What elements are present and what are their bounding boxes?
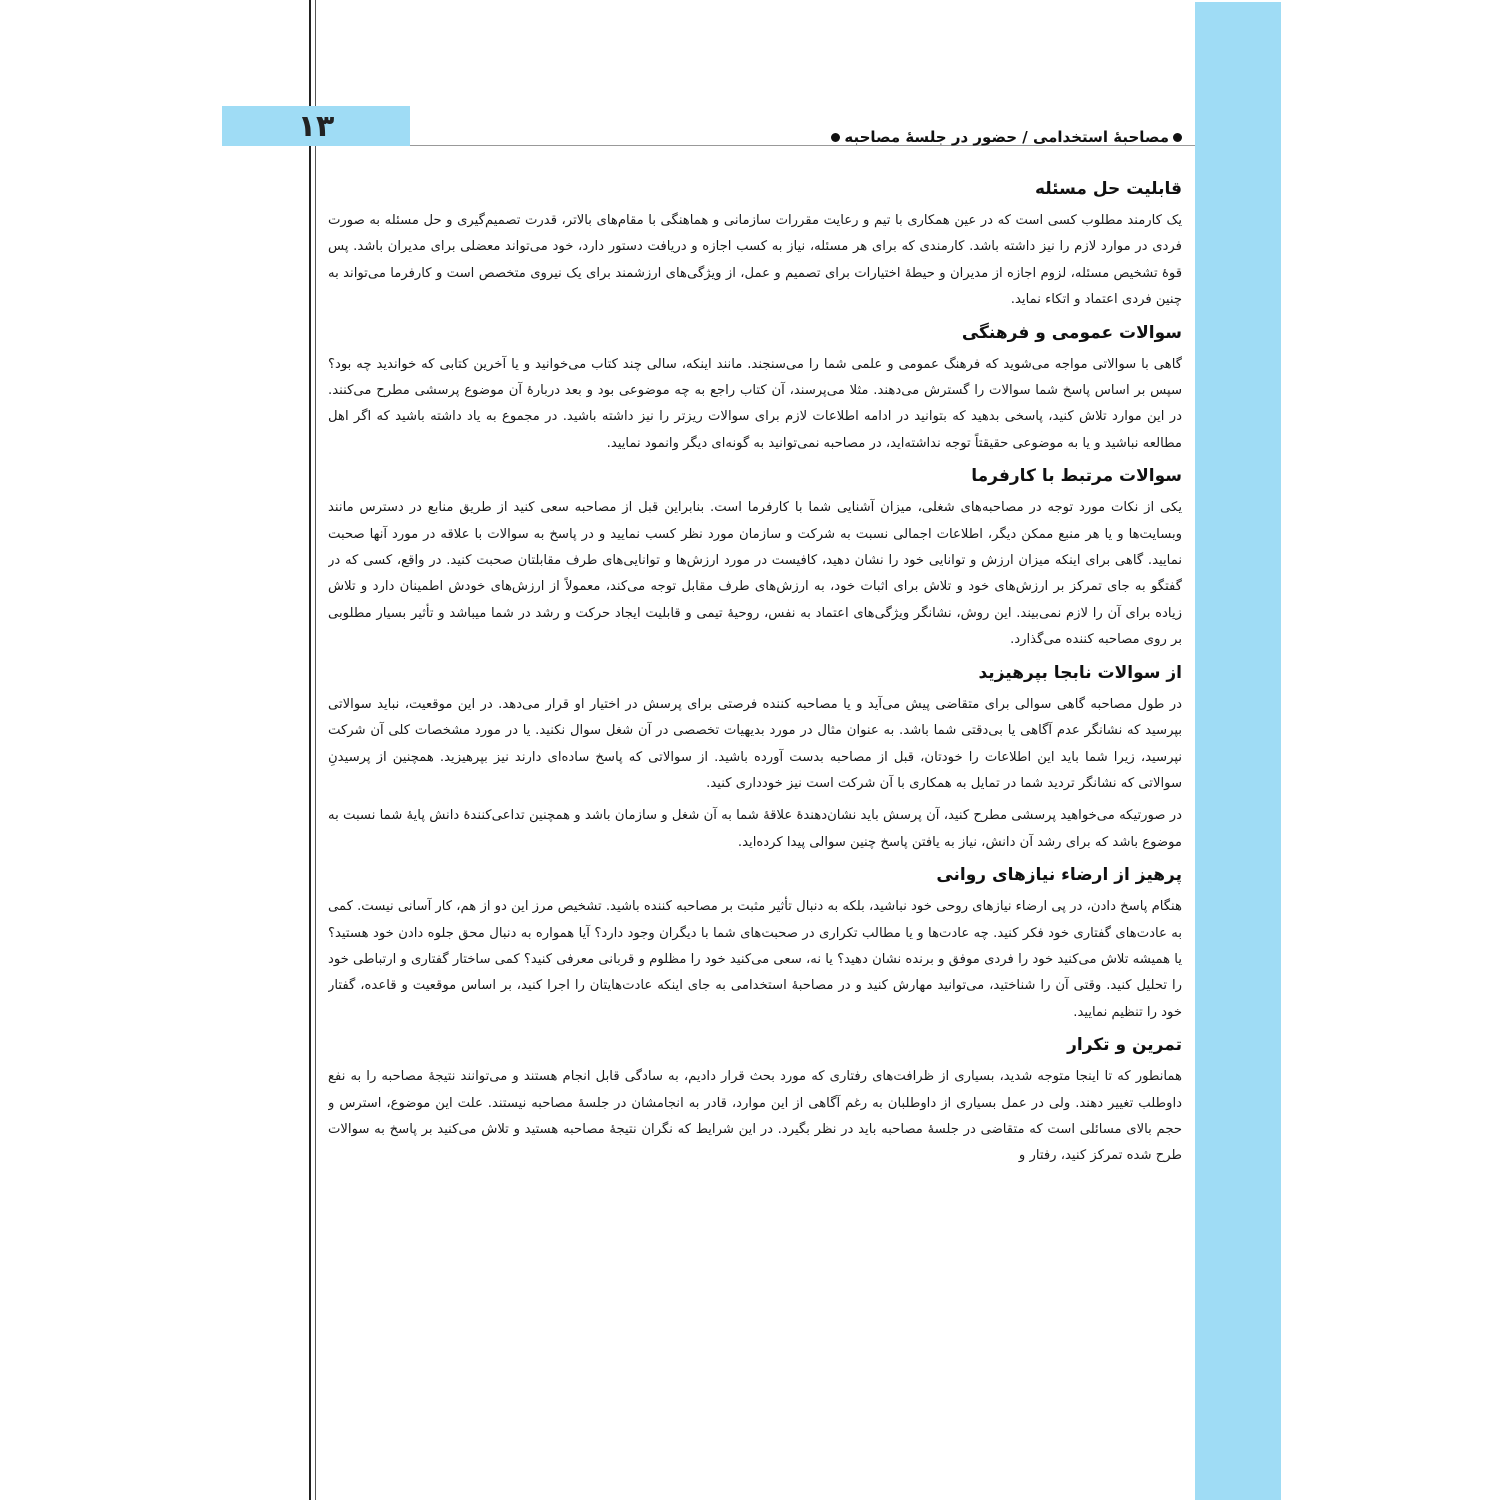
page-body <box>328 170 1182 1490</box>
paragraph: هنگام پاسخ دادن، در پی ارضاء نیازهای روحی خود نباشید، بلکه به دنبال تأثیر مثبت بر مصاحبه کننده باشید. تشخیص مرز این دو از هم، کار آسانی نیست. کمی به عادت‌های گفتاری خود فکر کنید. چه عادت‌ها و یا مطالب تکراری در صحبت‌های شما با دیگران وجود دارد؟ آیا همواره به دنبال محق جلوه دادن خود هستید؟ یا همیشه تلاش می‌کنید خود را فردی موفق و برنده نشان دهید؟ یا نه، سعی می‌کنید خود را مظلوم و قربانی معرفی کنید؟ کمی ساختار گفتاری و ارتباطی خود را تحلیل کنید. وقتی آن را شناختید، می‌توانید مهارش کنید و در مصاحبهٔ استخدامی به جای اینکه عادت‌هایتان را اجرا کنید، بر اساس موقعیت و قاعده، گفتار خود را تنظیم نمایید. <box>328 899 1182 1020</box>
section-title: از سوالات نابجا بپرهیزید <box>978 662 1182 683</box>
section-psychological-needs <box>328 862 1182 1026</box>
paragraph: یکی از نکات مورد توجه در مصاحبه‌های شغلی، میزان آشنایی شما با کارفرما است. بنابراین قبل از مصاحبه سعی کنید از طریق منابع در دسترس مانند وبسایت‌ها و یا هر منبع ممکن دیگر، اطلاعات اجمالی نسبت به شرکت و سازمان مورد نظر کسب نمایید و در پاسخ به سوالات با علاقه در مورد آنها صحبت نمایید. گاهی برای اینکه میزان ارزش و توانایی خود را نشان دهید، کافیست در مورد ارزش‌ها و توانایی‌های طرف مقابلتان صحبت کنید. در واقع، کسی که در گفتگو به جای تمرکز بر ارزش‌های خود و تلاش برای اثبات خود، به ارزش‌های طرف مقابل توجه می‌کند، معمولاً از ارزش‌های خودش اطمینان دارد و تلاش زیاده برای آن را لازم نمی‌بیند. این روش، نشانگر ویژگی‌های اعتماد به نفس، روحیهٔ تیمی و قابلیت ایجاد حرکت و رشد در شما میباشد و تأثیر بسیار مطلوبی بر روی مصاحبه کننده می‌گذارد. <box>328 500 1182 648</box>
bullet-dot-icon <box>831 133 840 142</box>
binding-line-thin <box>315 0 316 1500</box>
section-avoid-improper-questions <box>328 660 1182 856</box>
section-title: سوالات عمومی و فرهنگی <box>961 322 1182 343</box>
running-head-text: مصاحبهٔ استخدامی / حضور در جلسهٔ مصاحبه <box>844 128 1169 146</box>
binding-line <box>309 0 311 1500</box>
section-problem-solving <box>328 176 1182 314</box>
paragraph: در طول مصاحبه گاهی سوالی برای متقاضی پیش می‌آید و یا مصاحبه کننده فرصتی برای پرسش در اختیار او قرار می‌دهد. در این موقعیت، نباید سوالاتی بپرسید که نشانگر عدم آگاهی یا بی‌دقتی شما باشد. به عنوان مثال در مورد بدیهیات تخصصی در آن شغل سوال نکنید. یا در مورد مشخصات کلی آن شرکت نپرسید، زیرا شما باید این اطلاعات را خودتان، قبل از مصاحبه بدست آورده باشید. از سوالاتی که پاسخ ساده‌ای دارند نیز بپرهیزید. همچنین از پرسیدنِ سوالاتی که نشانگر تردید شما در تمایل به همکاری با آن شرکت است نیز خودداری کنید. <box>328 696 1182 791</box>
page-number-tab <box>222 106 410 146</box>
section-practice <box>328 1032 1182 1170</box>
paragraph: یک کارمند مطلوب کسی است که در عین همکاری با تیم و رعایت مقررات سازمانی و هماهنگی با مقام‌های بالاتر، قدرت تصمیم‌گیری و حل مسئله به صورت فردی در موارد لازم را نیز داشته باشد. کارمندی که برای هر مسئله، نیاز به کسب اجازه و دریافت دستور دارد، خود می‌تواند معضلی برای مدیران باشد. پس قوهٔ تشخیص مسئله، لزوم اجازه از مدیران و حیطهٔ اختیارات برای تصمیم و عمل، از ویژگی‌های ارزشمند برای یک نیروی متخصص است و کارفرما می‌تواند به چنین فردی اعتماد و اتکاء نماید. <box>328 213 1182 308</box>
bullet-dot-icon <box>1173 133 1182 142</box>
section-title: سوالات مرتبط با کارفرما <box>971 466 1182 487</box>
section-general-questions <box>328 320 1182 458</box>
paragraph: در صورتیکه می‌خواهید پرسشی مطرح کنید، آن پرسش باید نشان‌دهندهٔ علاقهٔ شما به آن شغل و سازمان باشد و همچنین تداعی‌کنندهٔ دانش پایهٔ شما نسبت به موضوع باشد که برای رشد آن دانش، نیاز به یافتن پاسخ چنین سوالی پیدا کرده‌اید. <box>328 808 1182 850</box>
paragraph: گاهی با سوالاتی مواجه می‌شوید که فرهنگ عمومی و علمی شما را می‌سنجند. مانند اینکه، سالی چند کتاب می‌خوانید و یا آخرین کتابی که خواندید چه بود؟ سپس بر اساس پاسخ شما سوالات را گسترش می‌دهند. مثلا می‌پرسند، آن کتاب راجع به چه موضوعی بود و بعد دربارهٔ آن موضوع پرسشی مطرح می‌کنند. در این موارد تلاش کنید، پاسخی بدهید که بتوانید در ادامه اطلاعات لازم برای سوالات ریزتر را نیز داشته باشید. در مجموع به یاد داشته باشید که اگر اهل مطالعه نباشید و یا به موضوعی حقیقتاً توجه نداشته‌اید، در مصاحبه نمی‌توانید به گونه‌ای دیگر وانمود نمایید. <box>328 356 1182 451</box>
section-title: تمرین و تکرار <box>1067 1035 1182 1056</box>
paragraph: همانطور که تا اینجا متوجه شدید، بسیاری از ظرافت‌های رفتاری که مورد بحث قرار دادیم، به سادگی قابل انجام هستند و می‌توانند نتیجهٔ مصاحبه را به نفع داوطلب تغییر دهند. ولی در عمل بسیاری از داوطلبان به رغم آگاهی از این موارد، قادر به انجامشان در جلسهٔ مصاحبه نیستند. علت این موضوع، استرس و حجم بالای مسائلی است که متقاضی در جلسهٔ مصاحبه باید در نظر بگیرد. در این شرایط که نگران نتیجهٔ مصاحبه هستید و تلاش می‌کنید بر پاسخ به سوالات طرح شده تمرکز کنید، رفتار و <box>328 1069 1182 1164</box>
page-edge-color-bar <box>1195 2 1281 1500</box>
running-head <box>831 128 1182 146</box>
section-title: قابلیت حل مسئله <box>1034 179 1182 199</box>
section-employer-questions <box>328 463 1182 653</box>
page-number: ۱۳ <box>297 108 335 144</box>
section-title: پرهیز از ارضاء نیازهای روانی <box>936 865 1182 886</box>
